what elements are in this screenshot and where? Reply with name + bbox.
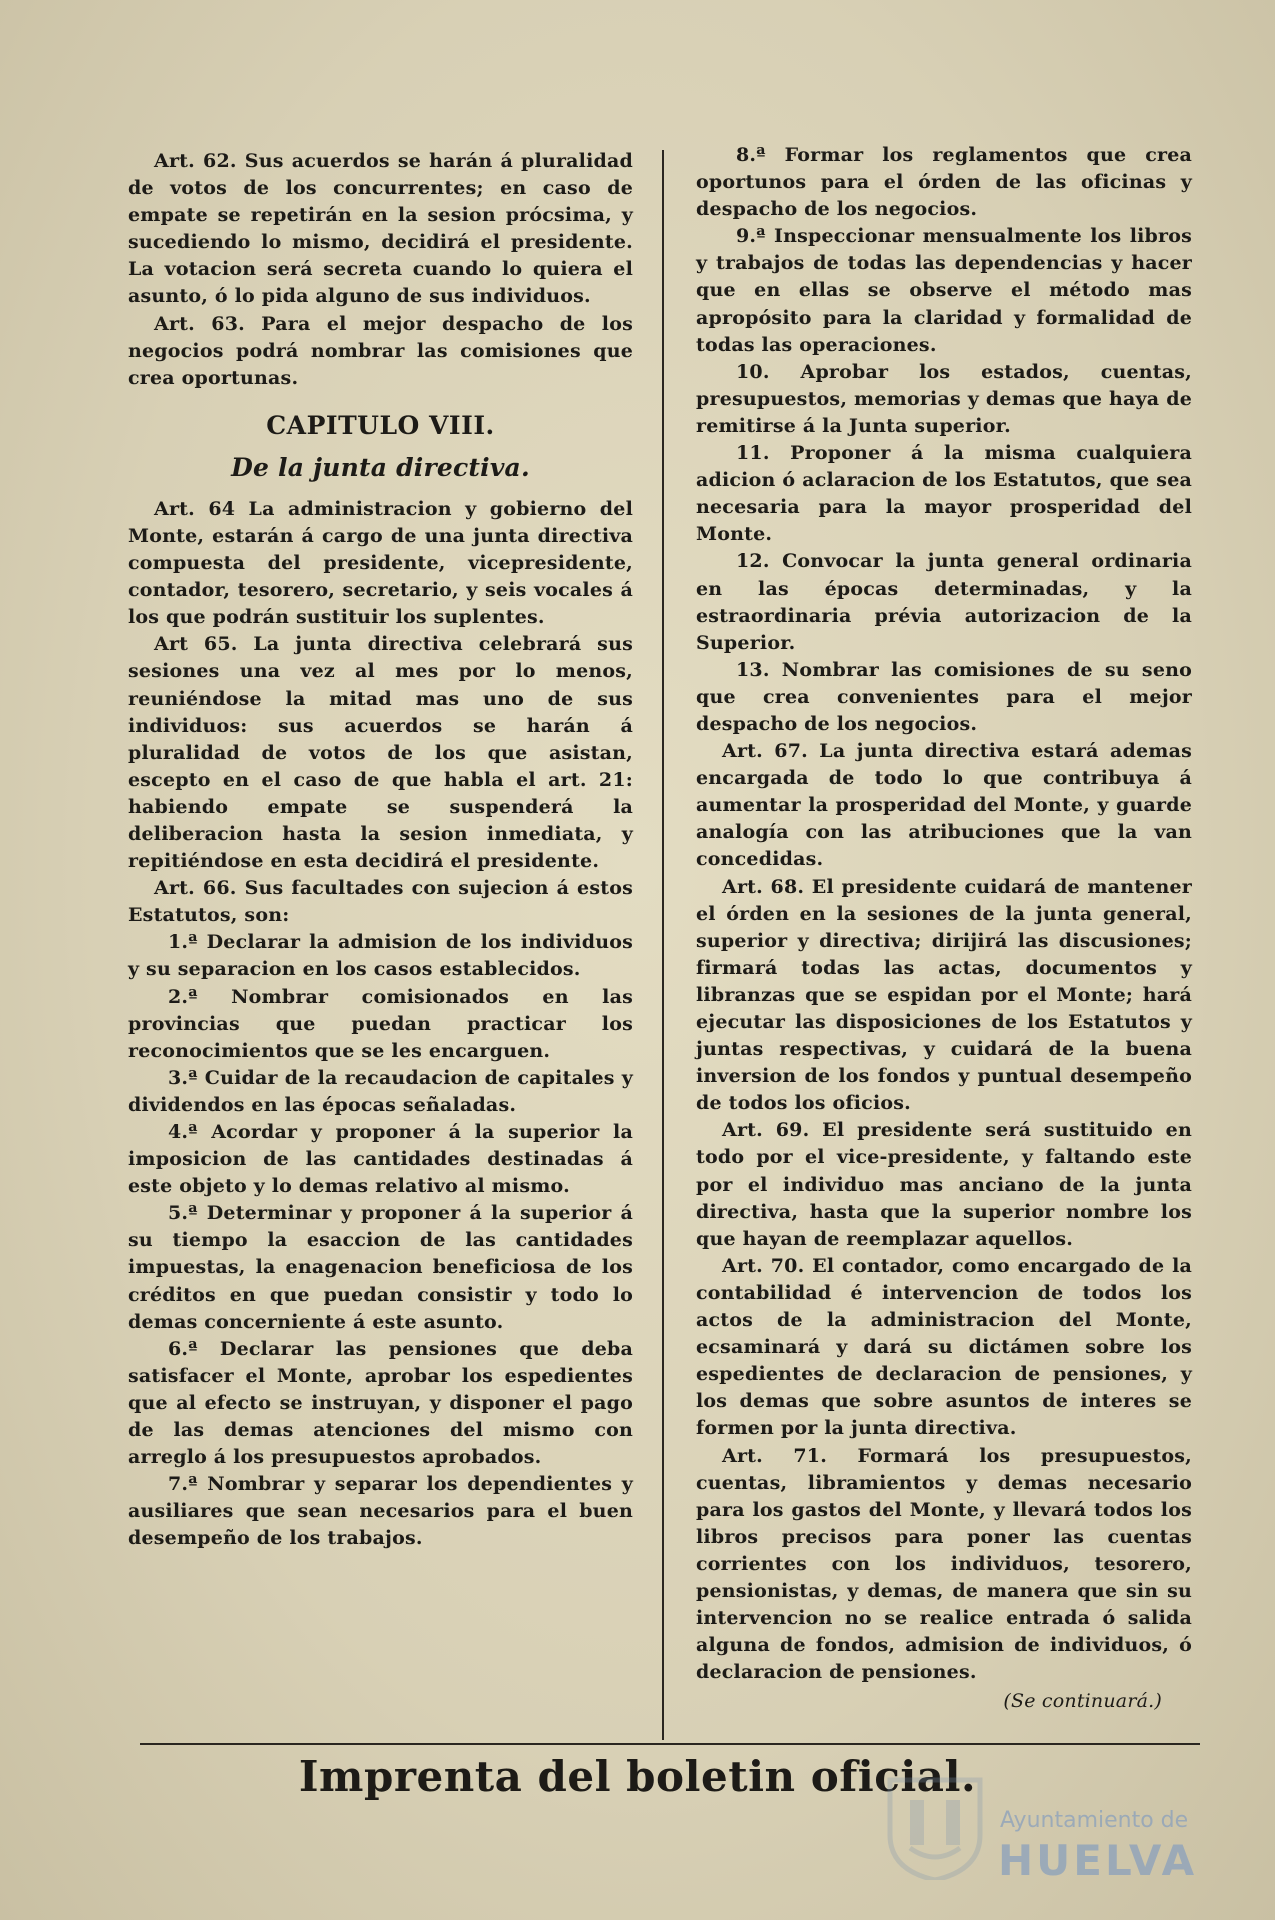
- article-67: Art. 67. La junta directiva estará ademas encargada de todo lo que contribuya á aumentar la prosperidad del Monte, y guarde analogía con las atribuciones que la van concedidas.: [696, 740, 1192, 871]
- list-item-8: 8.ª Formar los reglamentos que crea oportunos para el órden de las oficinas y despacho de los negocios.: [696, 144, 1192, 221]
- article-68: Art. 68. El presidente cuidará de mantener el órden en la sesiones de la junta general, superior y directiva; dirijirá las discusiones; firmará todas las actas, documentos y libranzas que se espidan por el Monte; hará ejecutar las disposiciones de los Estatutos y juntas respectivas, y cuidará de la buena inversion de los fondos y puntual desempeño de todos los oficios.: [696, 875, 1192, 1115]
- list-item-11: 11. Proponer á la misma cualquiera adicion ó aclaracion de los Estatutos, que sea necesaria para la mayor prosperidad del Monte.: [696, 442, 1192, 546]
- list-item-1: 1.ª Declarar la admision de los individuos y su separacion en los casos establecidos.: [128, 931, 633, 981]
- list-item-10: 10. Aprobar los estados, cuentas, presupuestos, memorias y demas que haya de remitirse á la Junta superior.: [696, 360, 1192, 437]
- list-item-3: 3.ª Cuidar de la recaudacion de capitales y dividendos en las épocas señaladas.: [128, 1066, 633, 1116]
- list-item-13: 13. Nombrar las comisiones de su seno que crea convenientes para el mejor despacho de los negocios.: [696, 658, 1192, 735]
- article-63: Art. 63. Para el mejor despacho de los negocios podrá nombrar las comisiones que crea oportunas.: [128, 312, 633, 389]
- list-item-12: 12. Convocar la junta general ordinaria en las épocas determinadas, y la estraordinaria prévia autorizacion de la Superior.: [696, 550, 1192, 654]
- article-71: Art. 71. Formará los presupuestos, cuentas, libramientos y demas necesario para los gastos del Monte, y llevará todos los libros precisos para poner las cuentas corrientes con los individuos, tesorero, pensionistas, y demas, de manera que sin su intervencion no se realice entrada ó salida alguna de fondos, admision de individuos, ó declaracion de pensiones.: [696, 1444, 1192, 1684]
- list-item-9: 9.ª Inspeccionar mensualmente los libros y trabajos de todas las dependencias y hacer que en ellas se observe el método mas apropósito para la claridad y formalidad de todas las operaciones.: [696, 225, 1192, 356]
- list-item-4: 4.ª Acordar y proponer á la superior la imposicion de las cantidades destinadas á este objeto y lo demas relativo al mismo.: [128, 1121, 633, 1198]
- section-title: De la junta directiva.: [231, 452, 530, 482]
- article-69: Art. 69. El presidente será sustituido en todo por el vice-presidente, y faltando este por el individuo mas anciano de la junta directiva, hasta que la superior nombre los que hayan de reemplazar aquellos.: [696, 1119, 1192, 1250]
- article-65: Art 65. La junta directiva celebrará sus sesiones una vez al mes por lo menos, reuniéndose la mitad mas uno de sus individuos: sus acuerdos se harán á pluralidad de votos de los que asistan, escepto en el caso de que habla el art. 21: habiendo empate se suspenderá la deliberacion hasta la sesion inmediata, y repitiéndose en esta decidirá el presidente.: [128, 633, 633, 873]
- left-column: [128, 148, 633, 1553]
- continuation-note: (Se continuará.): [1003, 1690, 1162, 1713]
- watermark-line-1: Ayuntamiento de: [1000, 1808, 1189, 1833]
- list-item-6: 6.ª Declarar las pensiones que deba satisfacer el Monte, aprobar los espedientes que al efecto se instruyan, y disponer el pago de las demas atenciones del mismo con arreglo á los presupuestos aprobados.: [128, 1337, 633, 1469]
- watermark-line-2: HUELVA: [998, 1836, 1198, 1885]
- article-66: Art. 66. Sus facultades con sujecion á estos Estatutos, son:: [128, 877, 633, 927]
- chapter-title: CAPITULO VIII.: [266, 410, 495, 440]
- right-column: [696, 142, 1192, 1715]
- article-64: Art. 64 La administracion y gobierno del Monte, estarán á cargo de una junta directiva compuesta del presidente, vicepresidente, contador, tesorero, secretario, y seis vocales á los que podrán sustituir los suplentes.: [128, 497, 633, 629]
- list-item-5: 5.ª Determinar y proponer á la superior á su tiempo la esaccion de las cantidades impuestas, la enagenacion beneficiosa de los créditos en que puedan consistir y todo lo demas concerniente á este asunto.: [128, 1202, 633, 1333]
- article-70: Art. 70. El contador, como encargado de la contabilidad é intervencion de todos los actos de la administracion del Monte, ecsaminará y dará su dictámen sobre los espedientes de declaracion de pensiones, y los demas que sobre asuntos de interes se formen por la junta directiva.: [696, 1254, 1192, 1440]
- list-item-7: 7.ª Nombrar y separar los dependientes y ausiliares que sean necesarios para el buen desempeño de los trabajos.: [128, 1473, 633, 1550]
- article-62: Art. 62. Sus acuerdos se harán á pluralidad de votos de los concurrentes; en caso de empate se repetirán en la sesion prócsima, y sucediendo lo mismo, decidirá el presidente. La votacion será secreta cuando lo quiera el asunto, ó lo pida alguno de sus individuos.: [128, 150, 633, 308]
- printer-imprint: Imprenta del boletin oficial.: [298, 1752, 977, 1801]
- column-divider: [662, 150, 664, 1740]
- list-item-2: 2.ª Nombrar comisionados en las provincias que puedan practicar los reconocimientos que se les encarguen.: [128, 985, 633, 1062]
- footer-rule: [140, 1743, 1200, 1745]
